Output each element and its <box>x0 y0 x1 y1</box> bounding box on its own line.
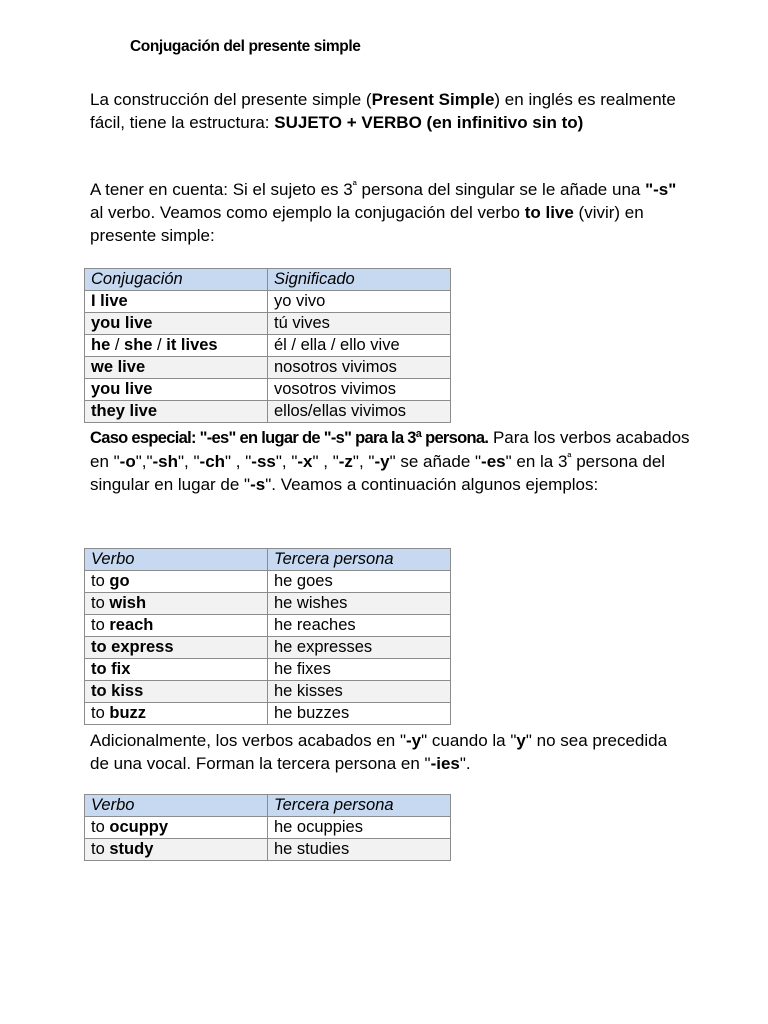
suffix: -ch <box>199 452 226 471</box>
table-cell: he fixes <box>268 659 451 681</box>
bold-text: to live <box>524 203 574 222</box>
superscript: ª <box>352 179 357 192</box>
note-paragraph <box>90 178 690 247</box>
suffix: -x <box>297 452 313 471</box>
text: La construcción del presente simple ( <box>90 90 372 109</box>
cell-text: to <box>91 572 110 590</box>
header-cell: Significado <box>268 269 451 291</box>
table-cell: he goes <box>268 571 451 593</box>
text: Adicionalmente, los verbos acabados en " <box>90 731 407 750</box>
suffix: -es <box>481 452 506 471</box>
table-header-row <box>85 269 451 291</box>
text: Para los verbos acabados en " <box>90 428 690 471</box>
cell-text: go <box>109 572 130 590</box>
suffix: -z <box>338 452 353 471</box>
table-row <box>85 659 451 681</box>
table-row <box>85 571 451 593</box>
table-cell: he kisses <box>268 681 451 703</box>
table-cell <box>85 703 268 725</box>
text: " se añade " <box>389 452 482 471</box>
table-row <box>85 379 451 401</box>
table-row <box>85 637 451 659</box>
cell-text: wish <box>109 594 147 612</box>
table-cell: he ocuppies <box>268 817 451 839</box>
table-cell: yo vivo <box>268 291 451 313</box>
text: persona del singular en lugar de " <box>90 452 666 494</box>
structure-formula: SUJETO + VERBO (en infinitivo sin to) <box>274 113 584 132</box>
table-row <box>85 615 451 637</box>
cell-text: to express <box>91 638 174 656</box>
cell-text: ocuppy <box>109 818 169 836</box>
cell-text: reach <box>109 616 154 634</box>
text: A tener en cuenta: Si el sujeto es 3 <box>90 180 353 199</box>
table-cell <box>85 681 268 703</box>
table-cell <box>85 839 268 861</box>
header-cell: Conjugación <box>85 269 268 291</box>
special-case-paragraph <box>90 426 690 496</box>
table-cell <box>85 291 268 313</box>
text: " cuando la " <box>421 731 517 750</box>
table-cell <box>85 313 268 335</box>
page-title: Conjugación del presente simple <box>130 38 361 55</box>
cell-text: study <box>109 840 154 858</box>
bold-heading: Caso especial: "-es" en lugar de "-s" para la 3ª persona. <box>90 429 489 447</box>
cell-text: she <box>124 336 153 354</box>
text: ) en inglés es realmente fácil, tiene la estructura: <box>90 90 676 132</box>
table-row <box>85 593 451 615</box>
cell-text: he <box>91 336 111 354</box>
conjugation-table <box>84 268 451 423</box>
text: al verbo. Veamos como ejemplo la conjugación del verbo <box>90 203 525 222</box>
superscript: ª <box>567 451 572 464</box>
cell-text: to <box>91 594 110 612</box>
cell-text: it lives <box>166 336 218 354</box>
table-row <box>85 703 451 725</box>
table-header-row <box>85 549 451 571</box>
text: " no sea precedida de una vocal. Forman la tercera persona en " <box>90 731 668 773</box>
table-header-row <box>85 795 451 817</box>
table-cell: he reaches <box>268 615 451 637</box>
table-row <box>85 335 451 357</box>
text: ", " <box>352 452 375 471</box>
cell-text: buzz <box>109 704 147 722</box>
table-cell: vosotros vivimos <box>268 379 451 401</box>
text: " , " <box>312 452 339 471</box>
cell-text: you live <box>91 380 153 398</box>
table-cell: he studies <box>268 839 451 861</box>
table-cell: he buzzes <box>268 703 451 725</box>
suffix: y <box>516 731 526 750</box>
cell-text: I live <box>91 292 128 310</box>
table-cell: él / ella / ello vive <box>268 335 451 357</box>
bold-text: Present Simple <box>371 90 495 109</box>
table-cell <box>85 335 268 357</box>
table-cell <box>85 659 268 681</box>
cell-text: to <box>91 704 110 722</box>
text: persona del singular se le añade una <box>356 180 646 199</box>
table-cell <box>85 379 268 401</box>
table-cell <box>85 637 268 659</box>
suffix: -o <box>119 452 136 471</box>
header-cell: Tercera persona <box>268 549 451 571</box>
text: ", " <box>178 452 200 471</box>
suffix: -sh <box>152 452 179 471</box>
cell-text: to kiss <box>91 682 144 700</box>
suffix: -ss <box>251 452 276 471</box>
header-cell: Verbo <box>85 795 268 817</box>
suffix: -y <box>406 731 422 750</box>
table-row <box>85 681 451 703</box>
text: ", " <box>275 452 298 471</box>
text: " , " <box>225 452 252 471</box>
suffix: -ies <box>430 754 460 773</box>
cell-text: / <box>152 336 167 354</box>
table-cell <box>85 401 268 423</box>
cell-text: we live <box>91 358 146 376</box>
table-row <box>85 357 451 379</box>
text: ". Veamos a continuación algunos ejemplos: <box>265 475 599 494</box>
table-row <box>85 839 451 861</box>
bold-text: "-s" <box>645 180 677 199</box>
table-row <box>85 817 451 839</box>
cell-text: to fix <box>91 660 131 678</box>
text: "," <box>135 452 153 471</box>
header-cell: Tercera persona <box>268 795 451 817</box>
ies-verbs-table <box>84 794 451 861</box>
ies-paragraph <box>90 729 690 775</box>
table-cell: he expresses <box>268 637 451 659</box>
header-cell: Verbo <box>85 549 268 571</box>
cell-text: they live <box>91 402 158 420</box>
cell-text: to <box>91 840 110 858</box>
table-cell <box>85 357 268 379</box>
table-cell <box>85 593 268 615</box>
table-cell: ellos/ellas vivimos <box>268 401 451 423</box>
intro-paragraph <box>90 88 690 134</box>
table-row <box>85 401 451 423</box>
cell-text: / <box>110 336 125 354</box>
table-cell <box>85 571 268 593</box>
suffix: -s <box>250 475 266 494</box>
table-cell: he wishes <box>268 593 451 615</box>
cell-text: you live <box>91 314 153 332</box>
es-verbs-table <box>84 548 451 725</box>
table-row <box>85 313 451 335</box>
text: (vivir) en presente simple: <box>90 203 644 245</box>
table-row <box>85 291 451 313</box>
table-cell: nosotros vivimos <box>268 357 451 379</box>
table-cell: tú vives <box>268 313 451 335</box>
table-cell <box>85 817 268 839</box>
cell-text: to <box>91 818 110 836</box>
text: " en la 3 <box>505 452 568 471</box>
table-cell <box>85 615 268 637</box>
cell-text: to <box>91 616 110 634</box>
text: ". <box>459 754 471 773</box>
suffix: -y <box>374 452 390 471</box>
